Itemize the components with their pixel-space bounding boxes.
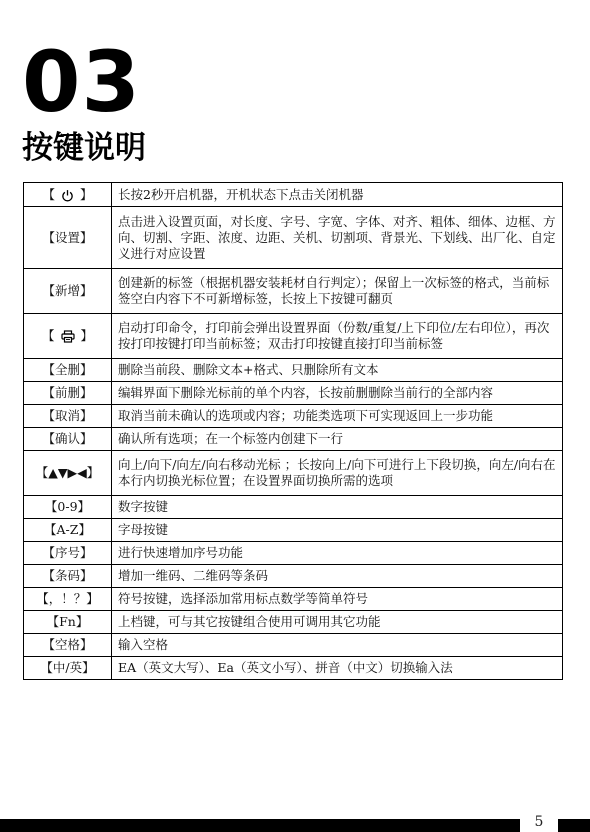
table-row bbox=[24, 542, 563, 565]
key-description: 进行快速增加序号功能 bbox=[112, 542, 563, 565]
key-description: 删除当前段、删除文本+格式、只删除所有文本 bbox=[112, 359, 563, 382]
print-icon bbox=[61, 330, 75, 343]
table-row bbox=[24, 382, 563, 405]
key-label: 【确认】 bbox=[24, 428, 112, 451]
table-row bbox=[24, 657, 563, 680]
key-description: 增加一维码、二维码等条码 bbox=[112, 565, 563, 588]
key-description: 创建新的标签（根据机器安装耗材自行判定）；保留上一次标签的格式，当前标签空白内容下不可新增标签，长按上下按键可翻页 bbox=[112, 269, 563, 314]
key-print: 【 】 bbox=[24, 314, 112, 359]
table-row bbox=[24, 207, 563, 269]
key-description: 上档键，可与其它按键组合使用可调用其它功能 bbox=[112, 611, 563, 634]
table-row bbox=[24, 183, 563, 207]
table-row bbox=[24, 588, 563, 611]
table-row bbox=[24, 634, 563, 657]
key-label: 【取消】 bbox=[24, 405, 112, 428]
key-description: 启动打印命令，打印前会弹出设置界面（份数/重复/上下印位/左右印位），再次按打印按键打印当前标签；双击打印按键直接打印当前标签 bbox=[112, 314, 563, 359]
key-label: 【空格】 bbox=[24, 634, 112, 657]
key-description: 点击进入设置页面，对长度、字号、字宽、字体、对齐、粗体、细体、边框、方向、切割、字距、浓度、边距、关机、切割项、背景光、下划线、出厂化、自定义进行对应设置 bbox=[112, 207, 563, 269]
key-label: 【A-Z】 bbox=[24, 519, 112, 542]
key-label: 【序号】 bbox=[24, 542, 112, 565]
footer-bar-right bbox=[558, 819, 590, 832]
key-description: 符号按键，选择添加常用标点数学等简单符号 bbox=[112, 588, 563, 611]
table-row bbox=[24, 611, 563, 634]
key-label: 【全删】 bbox=[24, 359, 112, 382]
key-label: 【设置】 bbox=[24, 207, 112, 269]
key-description: 输入空格 bbox=[112, 634, 563, 657]
chapter-number: 03 bbox=[22, 33, 141, 131]
key-label: 【，！？】 bbox=[24, 588, 112, 611]
key-label: 【新增】 bbox=[24, 269, 112, 314]
key-description: 长按2秒开启机器，开机状态下点击关闭机器 bbox=[112, 183, 563, 207]
table-row bbox=[24, 565, 563, 588]
key-label: 【Fn】 bbox=[24, 611, 112, 634]
key-label: 【条码】 bbox=[24, 565, 112, 588]
key-label: 【前删】 bbox=[24, 382, 112, 405]
table-row bbox=[24, 405, 563, 428]
key-label: 【0-9】 bbox=[24, 496, 112, 519]
table-row bbox=[24, 519, 563, 542]
key-description: 字母按键 bbox=[112, 519, 563, 542]
page-title: 按键说明 bbox=[22, 130, 146, 166]
key-description: 数字按键 bbox=[112, 496, 563, 519]
table-row bbox=[24, 359, 563, 382]
key-power: 【 】 bbox=[24, 183, 112, 207]
footer-bar bbox=[0, 819, 520, 832]
table-row bbox=[24, 451, 563, 496]
key-description: EA（英文大写）、Ea（英文小写）、拼音（中文）切换输入法 bbox=[112, 657, 563, 680]
table-row bbox=[24, 428, 563, 451]
key-description: 编辑界面下删除光标前的单个内容，长按前删删除当前行的全部内容 bbox=[112, 382, 563, 405]
page-number: 5 bbox=[534, 814, 544, 830]
table-row bbox=[24, 269, 563, 314]
key-description-table bbox=[23, 182, 563, 680]
power-icon bbox=[61, 189, 74, 202]
key-description: 取消当前未确认的选项或内容；功能类选项下可实现返回上一步功能 bbox=[112, 405, 563, 428]
key-label: 【中/英】 bbox=[24, 657, 112, 680]
key-label: 【▲▼▶◀】 bbox=[24, 451, 112, 496]
key-description: 向上/向下/向左/向右移动光标 ；长按向上/向下可进行上下段切换，向左/向右在本行内切换光标位置；在设置界面切换所需的选项 bbox=[112, 451, 563, 496]
table-row bbox=[24, 496, 563, 519]
key-description: 确认所有选项；在一个标签内创建下一行 bbox=[112, 428, 563, 451]
table-row bbox=[24, 314, 563, 359]
